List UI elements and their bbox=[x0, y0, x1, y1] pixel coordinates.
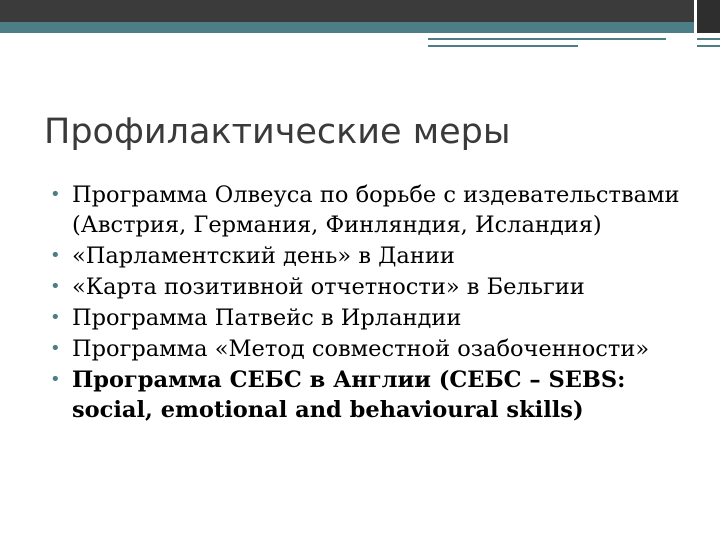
accent-line-corner-bottom bbox=[697, 45, 720, 47]
bullet-item bbox=[46, 303, 686, 333]
top-band bbox=[0, 0, 720, 22]
bullet-item bbox=[46, 180, 686, 240]
corner-block bbox=[697, 0, 720, 33]
top-accent-band bbox=[0, 22, 720, 33]
bullet-icon: • bbox=[50, 338, 61, 359]
accent-line-corner-top bbox=[697, 38, 720, 40]
bullet-icon: • bbox=[50, 276, 61, 297]
bullet-item bbox=[46, 272, 686, 302]
bullet-text: Программа СЕБС в Англии (СЕБС – SEBS: social, emotional and behavioural skills) bbox=[72, 367, 626, 423]
bullet-icon: • bbox=[50, 307, 61, 328]
bullet-text: Программа Патвейс в Ирландии bbox=[72, 305, 462, 331]
bullet-text: «Карта позитивной отчетности» в Бельгии bbox=[72, 274, 585, 300]
bullet-icon: • bbox=[50, 245, 61, 266]
bullet-item bbox=[46, 241, 686, 271]
bullet-icon: • bbox=[50, 184, 61, 205]
bullet-text: Программа «Метод совместной озабоченности» bbox=[72, 336, 650, 362]
bullet-item bbox=[46, 334, 686, 364]
bullet-text: Программа Олвеуса по борьбе с издевательствами (Австрия, Германия, Финляндия, Исландия) bbox=[72, 182, 680, 238]
bullet-item bbox=[46, 365, 686, 425]
accent-line-long bbox=[428, 38, 666, 40]
accent-line-short bbox=[428, 45, 578, 47]
bullet-list bbox=[46, 180, 686, 426]
bullet-text: «Парламентский день» в Дании bbox=[72, 243, 455, 269]
bullet-icon: • bbox=[50, 369, 61, 390]
slide-title: Профилактические меры bbox=[44, 112, 511, 152]
